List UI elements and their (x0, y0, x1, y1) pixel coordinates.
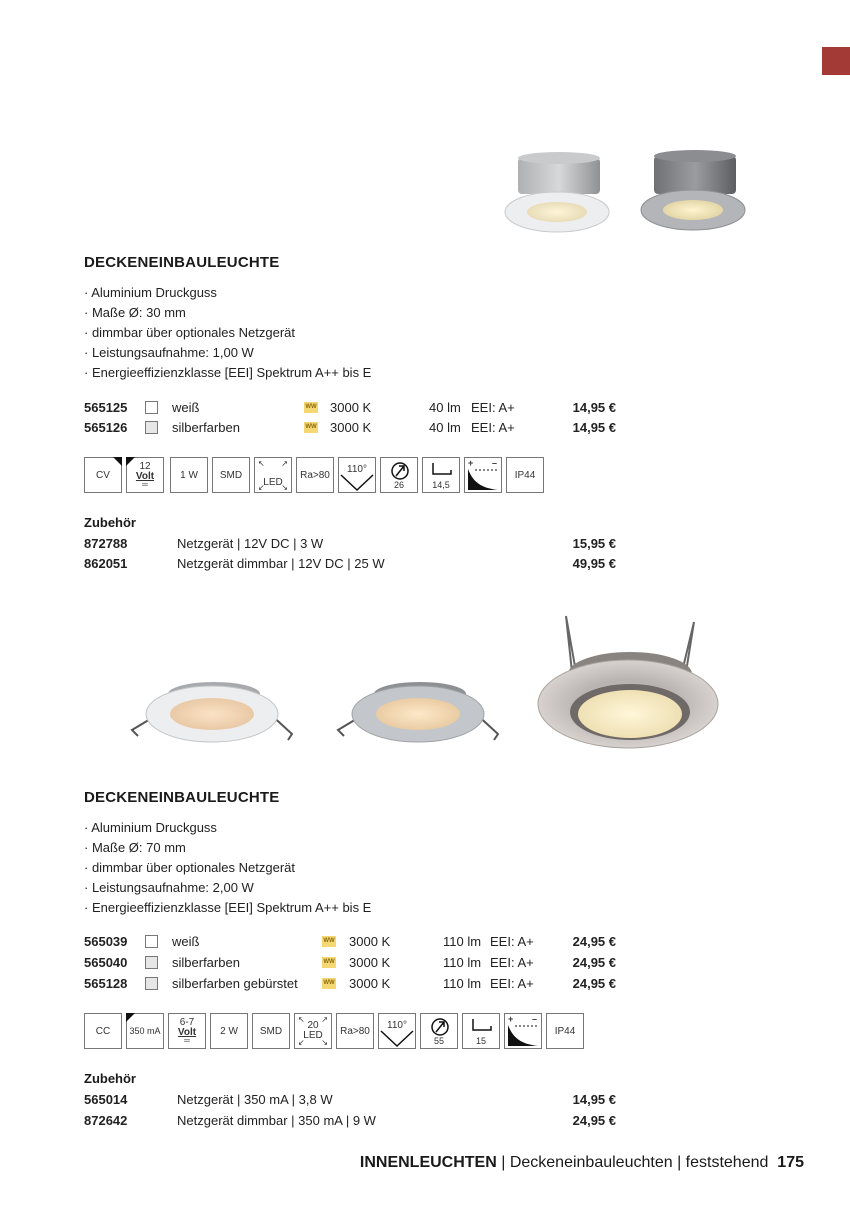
luminous-flux: 40 lm (429, 400, 461, 415)
feature-item: · Maße Ø: 70 mm (84, 838, 371, 858)
product-image-white-30mm (500, 148, 620, 238)
article-number: 872788 (84, 536, 128, 551)
product-image-silver-70mm (334, 668, 502, 748)
product-image-white-70mm (128, 668, 296, 748)
price: 14,95 € (572, 420, 616, 435)
dimmable-icon: + – (464, 457, 502, 493)
article-number: 862051 (84, 556, 128, 571)
price: 24,95 € (572, 934, 616, 949)
color-rendering-icon: Ra>80 (336, 1013, 374, 1049)
brushed-silver-swatch (145, 977, 158, 990)
warm-white-icon: WW (304, 422, 318, 433)
price: 24,95 € (572, 1113, 616, 1128)
variant-color: silberfarben gebürstet (172, 976, 298, 991)
feature-item: · Leistungsaufnahme: 2,00 W (84, 878, 371, 898)
accessory-row (84, 556, 624, 576)
accessory-row (84, 1113, 624, 1133)
constant-voltage-icon: CV (84, 457, 122, 493)
accessory-row (84, 536, 624, 556)
glow-wire-icon: 26 (380, 457, 418, 493)
footer-separator: | (672, 1154, 686, 1171)
page-number: 175 (777, 1154, 804, 1171)
ip-rating-icon: IP44 (506, 457, 544, 493)
variant-row (84, 934, 624, 954)
article-number: 565014 (84, 1092, 128, 1107)
accessory-description: Netzgerät | 12V DC | 3 W (177, 536, 324, 551)
energy-class: EEI: A+ (471, 400, 515, 415)
product-image-brushed-70mm (536, 612, 720, 752)
article-number: 565040 (84, 955, 128, 970)
feature-item: · dimmbar über optionales Netzgerät (84, 858, 371, 878)
voltage-icon: 12 Volt ═ (126, 457, 164, 493)
price: 24,95 € (572, 976, 616, 991)
color-temperature: 3000 K (330, 420, 372, 435)
installation-depth-icon: 15 (462, 1013, 500, 1049)
product-image-silver-30mm (636, 148, 754, 238)
color-temperature: 3000 K (349, 934, 391, 949)
feature-item: · Energieeffizienzklasse [EEI] Spektrum A++ bis E (84, 898, 371, 918)
accessories-title: Zubehör (84, 515, 136, 530)
color-rendering-icon: Ra>80 (296, 457, 334, 493)
footer-section: INNENLEUCHTEN (359, 1154, 497, 1171)
variant-row (84, 420, 624, 440)
installation-depth-icon: 14,5 (422, 457, 460, 493)
section-color-tab (822, 47, 850, 75)
article-number: 565128 (84, 976, 128, 991)
luminous-flux: 40 lm (429, 420, 461, 435)
variant-row (84, 976, 624, 996)
led-icon: ↖ ↗ ↙ ↘ 20 LED (294, 1013, 332, 1049)
feature-item: · Aluminium Druckguss (84, 283, 371, 303)
dimmable-icon: + – (504, 1013, 542, 1049)
accessory-description: Netzgerät dimmbar | 350 mA | 9 W (177, 1113, 376, 1128)
white-swatch (145, 401, 158, 414)
luminous-flux: 110 lm (443, 934, 482, 949)
product-heading: DECKENEINBAULEUCHTE (84, 254, 280, 271)
feature-item: · Leistungsaufnahme: 1,00 W (84, 343, 371, 363)
article-number: 565039 (84, 934, 128, 949)
spec-icon-row (84, 457, 544, 495)
article-number: 565125 (84, 400, 128, 415)
glow-wire-icon: 55 (420, 1013, 458, 1049)
constant-current-icon: CC (84, 1013, 122, 1049)
feature-list (84, 818, 371, 918)
accessory-description: Netzgerät | 350 mA | 3,8 W (177, 1092, 333, 1107)
smd-icon: SMD (212, 457, 250, 493)
energy-class: EEI: A+ (471, 420, 515, 435)
article-number: 872642 (84, 1113, 128, 1128)
product-heading: DECKENEINBAULEUCHTE (84, 789, 280, 806)
voltage-icon: 6-7 Volt ═ (168, 1013, 206, 1049)
ip-rating-icon: IP44 (546, 1013, 584, 1049)
variant-row (84, 955, 624, 975)
color-temperature: 3000 K (330, 400, 372, 415)
price: 14,95 € (572, 1092, 616, 1107)
variant-color: silberfarben (172, 955, 240, 970)
smd-icon: SMD (252, 1013, 290, 1049)
warm-white-icon: WW (322, 936, 336, 947)
color-temperature: 3000 K (349, 976, 391, 991)
price: 14,95 € (572, 400, 616, 415)
color-temperature: 3000 K (349, 955, 391, 970)
feature-list (84, 283, 371, 383)
luminous-flux: 110 lm (443, 976, 482, 991)
footer-category: Deckeneinbauleuchten (509, 1154, 673, 1171)
page-footer (360, 1154, 804, 1172)
price: 24,95 € (572, 955, 616, 970)
power-icon: 1 W (170, 457, 208, 493)
feature-item: · Aluminium Druckguss (84, 818, 371, 838)
energy-class: EEI: A+ (490, 976, 534, 991)
variant-row (84, 400, 624, 420)
feature-item: · Maße Ø: 30 mm (84, 303, 371, 323)
beam-angle-icon: 110° (378, 1013, 416, 1049)
variant-color: weiß (172, 934, 200, 949)
accessories-title: Zubehör (84, 1071, 136, 1086)
warm-white-icon: WW (304, 402, 318, 413)
current-icon: 350 mA (126, 1013, 164, 1049)
spec-icon-row (84, 1013, 584, 1051)
accessory-description: Netzgerät dimmbar | 12V DC | 25 W (177, 556, 385, 571)
article-number: 565126 (84, 420, 128, 435)
energy-class: EEI: A+ (490, 934, 534, 949)
price: 49,95 € (572, 556, 616, 571)
warm-white-icon: WW (322, 957, 336, 968)
beam-angle-icon: 110° (338, 457, 376, 493)
footer-separator: | (496, 1154, 510, 1171)
white-swatch (145, 935, 158, 948)
footer-subcategory: feststehend (685, 1154, 769, 1171)
silver-swatch (145, 421, 158, 434)
variant-color: silberfarben (172, 420, 240, 435)
variant-color: weiß (172, 400, 200, 415)
warm-white-icon: WW (322, 978, 336, 989)
power-icon: 2 W (210, 1013, 248, 1049)
feature-item: · dimmbar über optionales Netzgerät (84, 323, 371, 343)
silver-swatch (145, 956, 158, 969)
led-icon: ↖ ↗ ↙ ↘ LED (254, 457, 292, 493)
feature-item: · Energieeffizienzklasse [EEI] Spektrum A++ bis E (84, 363, 371, 383)
luminous-flux: 110 lm (443, 955, 482, 970)
accessory-row (84, 1092, 624, 1112)
price: 15,95 € (572, 536, 616, 551)
energy-class: EEI: A+ (490, 955, 534, 970)
